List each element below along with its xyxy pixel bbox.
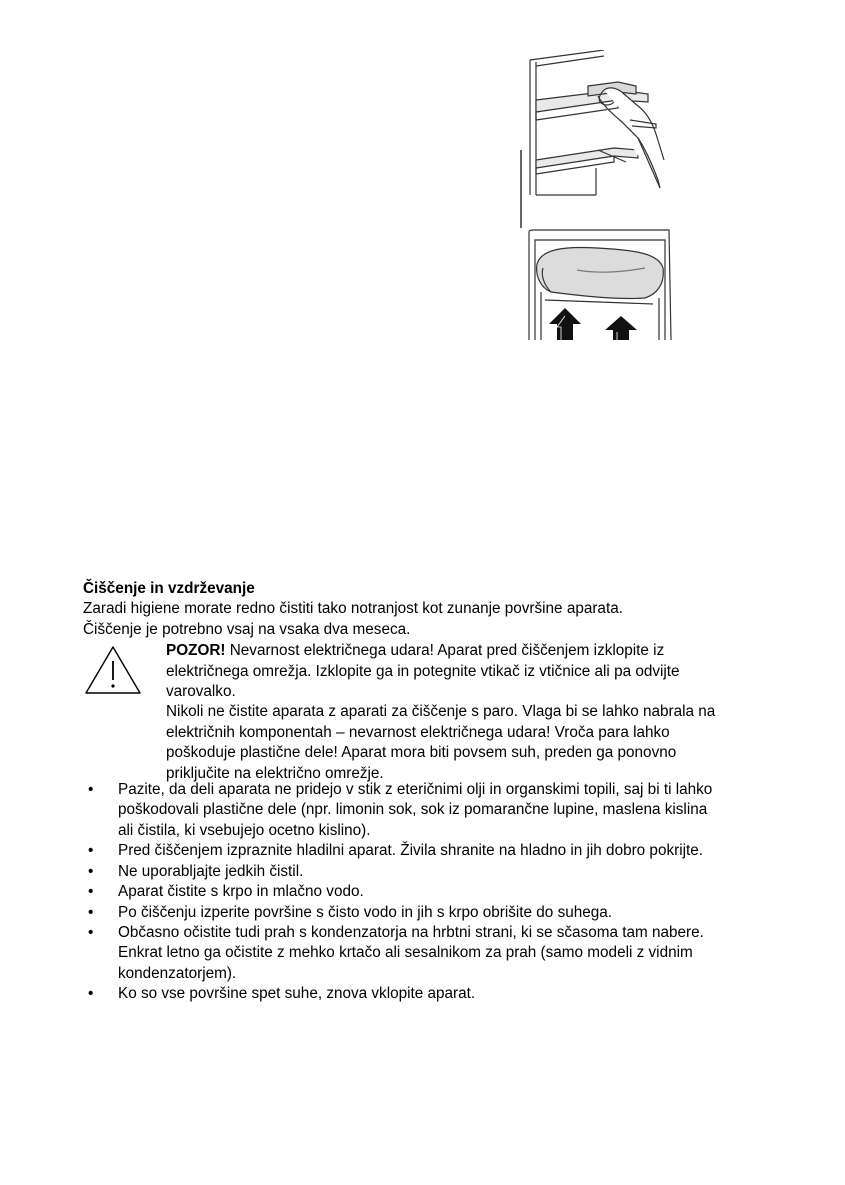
bullet-icon: • [88,985,94,1003]
section-heading: Čiščenje in vzdrževanje [83,580,255,597]
list-item-line: Pred čiščenjem izpraznite hladilni aparat. Živila shranite na hladno in jih dobro pokrijte. [118,842,703,860]
list-item [83,923,783,984]
warning-label: POZOR! [166,642,226,660]
list-item [83,984,783,1004]
warning-block [83,641,783,784]
bullet-icon: • [88,862,94,880]
list-item-line: Ko so vse površine spet suhe, znova vklopite aparat. [118,985,476,1003]
warning-line: poškoduje plastične dele! Aparat mora biti povsem suh, preden ga ponovno [166,744,677,762]
list-item [83,903,783,923]
list-item-line: Pazite, da deli aparata ne pridejo v stik z eteričnimi olji in organskimi topili, saj bi ti lahko [118,781,713,799]
warning-line: Nevarnost električnega udara! Aparat pred čiščenjem izklopite iz [225,642,665,660]
list-item [83,882,783,902]
list-item-line: kondenzatorjem). [118,964,237,982]
intro-line: Zaradi higiene morate redno čistiti tako notranjost kot zunanje površine aparata. [83,600,623,618]
warning-line: Nikoli ne čistite aparata z aparati za čiščenje s paro. Vlaga bi se lahko nabrala na [166,703,716,721]
drawer-removal-illustration [527,228,673,340]
bullet-icon: • [88,781,94,799]
warning-triangle-icon [83,644,143,696]
warning-line: električnega omrežja. Izklopite ga in potegnite vtikač iz vtičnice ali pa odvijte [166,662,680,680]
list-item [83,841,783,861]
bullet-icon: • [88,842,94,860]
list-item-line: Aparat čistite s krpo in mlačno vodo. [118,883,364,901]
list-item [83,862,783,882]
list-item-line: Po čiščenju izperite površine s čisto vodo in jih s krpo obrišite do suhega. [118,903,613,921]
warning-line: električnih komponentah – nevarnost električnega udara! Vroča para lahko [166,723,670,741]
warning-line: priključite na električno omrežje. [166,764,384,782]
cleaning-section [83,579,783,1005]
list-item-line: Občasno očistite tudi prah s kondenzatorja na hrbtni strani, ki se sčasoma tam nabere. [118,923,704,941]
list-item-line: ali čistila, ki vsebujejo ocetno kislino). [118,821,371,839]
bullet-icon: • [88,883,94,901]
warning-text [166,641,783,784]
bullet-icon: • [88,923,94,941]
list-item [83,780,783,841]
list-item-line: poškodovali plastične dele (npr. limonin sok, sok iz pomarančne lupine, maslena kislina [118,801,708,819]
bullet-icon: • [88,903,94,921]
shelf-removal-illustration [518,50,678,228]
list-item-line: Ne uporabljajte jedkih čistil. [118,862,304,880]
warning-line: varovalko. [166,683,236,701]
list-item-line: Enkrat letno ga očistite z mehko krtačo ali sesalnikom za prah (samo modeli z vidnim [118,944,693,962]
instruction-list [83,780,783,1004]
intro-line: Čiščenje je potrebno vsaj na vsaka dva meseca. [83,620,411,638]
